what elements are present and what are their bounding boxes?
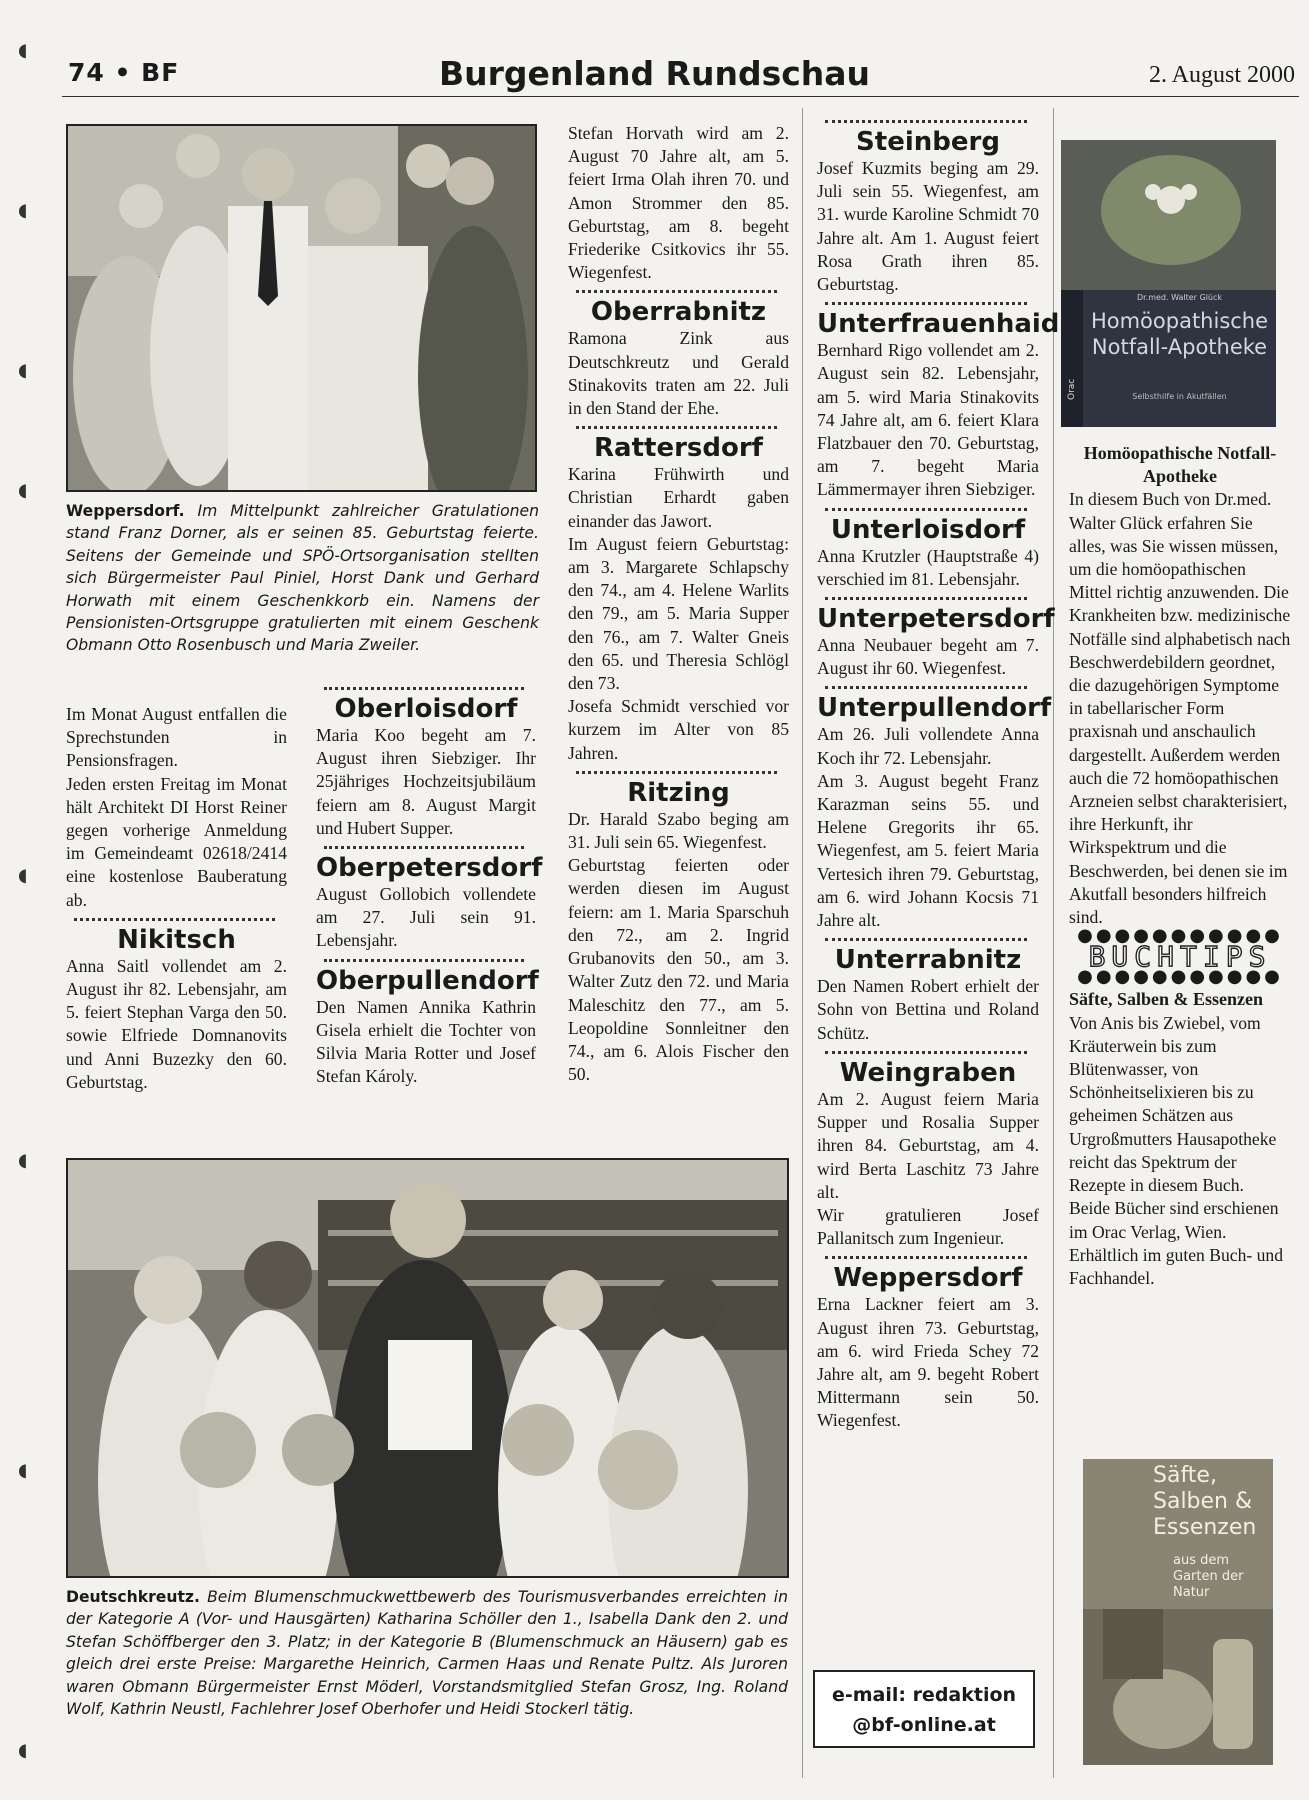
margin-mark: ◖ [18, 480, 28, 501]
section-text: Dr. Harald Szabo beging am 31. Juli sein 65. Wiegenfest. [568, 808, 789, 853]
section-heading-oberpullendorf: Oberpullendorf [316, 965, 539, 996]
dotted-divider [576, 290, 777, 293]
book-cover-saefte [1083, 1459, 1273, 1765]
dotted-divider: ●●●●●●●●●●● [1077, 925, 1283, 947]
section-heading-oberloisdorf: Oberloisdorf [334, 694, 518, 724]
section-text: Josef Kuzmits beging am 29. Juli sein 55. Wiegenfest, am 31. wurde Karoline Schmidt 70 Jahre alt. Am 1. August feiert Rosa Grath ihren 85. Geburtstag. [817, 158, 1039, 295]
margin-mark: ◖ [18, 360, 28, 381]
cover-subtitle: aus dem Garten der Natur [1173, 1553, 1244, 1600]
cover-title: Säfte, Salben & Essenzen [1153, 1463, 1257, 1540]
dotted-divider [825, 597, 1027, 600]
caption-place: Weppersdorf. [66, 502, 185, 520]
dotted-divider [825, 1051, 1027, 1054]
dotted-divider [825, 938, 1027, 941]
section-heading-oberrabnitz: Oberrabnitz [590, 297, 767, 328]
section-heading-unterrabnitz: Unterrabnitz [834, 945, 1022, 976]
section-text: Anna Neubauer begeht am 7. August ihr 60. Wiegenfest. [817, 635, 1039, 679]
buchtips-heading: BUCHTIPS [1088, 940, 1272, 974]
email-box[interactable] [813, 1670, 1035, 1748]
dotted-divider [324, 687, 524, 690]
dotted-divider [825, 1256, 1027, 1259]
section-heading-unterfrauenhaid: Unterfrauenhaid [817, 309, 1060, 340]
column-5 [1069, 442, 1291, 1290]
section-text: Maria Koo begeht am 7. August ihren Siebziger. Ihr 25jähriges Hochzeitsjubiläum feiern am 8. August Margit und Hubert Supper. [316, 725, 536, 838]
section-heading-weingraben: Weingraben [839, 1057, 1017, 1088]
column-3 [568, 122, 789, 1086]
dotted-divider [825, 508, 1027, 511]
margin-mark: ◖ [18, 865, 28, 886]
column-1 [66, 703, 287, 1094]
section-text: August Gollobich vollendete am 27. Juli sein 91. Lebensjahr. [316, 884, 536, 951]
section-text: Am 26. Juli vollendete Anna Koch ihr 72. Lebensjahr. [817, 724, 1039, 768]
photo-weppersdorf [66, 124, 537, 492]
dotted-divider: ●●●●●●●●●●● [1077, 966, 1283, 988]
photo-caption-bottom [66, 1586, 788, 1720]
book-description: Erhältlich im guten Buch- und Fachhandel. [1069, 1244, 1284, 1288]
section-text: Erna Lackner feiert am 3. August ihren 73. Geburtstag, am 6. wird Frieda Schey 72 Jahre alt, am 9. begeht Robert Mittermann sein 50. Wiegenfest. [817, 1294, 1039, 1431]
dotted-divider [825, 120, 1027, 123]
section-heading-unterpetersdorf: Unterpetersdorf [817, 604, 1055, 635]
section-text: Am 3. August begeht Franz Karazman seins 55. und Helene Gregorits ihr 65. Wiegenfest, am 5. feiert Maria Vertesich ihren 79. Geburtstag, am 6. wird Johann Kocsis 71 Jahre alt. [817, 770, 1039, 931]
section-heading-unterpullendorf: Unterpullendorf [817, 693, 1052, 724]
photo-deutschkreutz [66, 1158, 789, 1578]
section-text: Ramona Zink aus Deutschkreutz und Gerald Stinakovits traten am 22. Juli in den Stand der Ehe. [568, 328, 789, 419]
margin-mark: ◖ [18, 1460, 28, 1481]
dotted-divider [74, 918, 275, 921]
dotted-divider [576, 771, 777, 774]
section-text: Bernhard Rigo vollendet am 2. August sein 82. Lebensjahr, am 5. wird Maria Stinakovits 74 Jahre alt, am 6. feiert Klara Flatzbauer den 70. Geburtstag, am 7. begeht Maria Lämmermayer ihren Siebziger. [817, 340, 1039, 500]
margin-mark: ◖ [18, 1740, 28, 1761]
section-heading-oberpetersdorf: Oberpetersdorf [316, 853, 543, 884]
caption-text: Im Mittelpunkt zahlreicher Gratulationen stand Franz Dorner, als er seinen 85. Geburtstag feierte. Seitens der Gemeinde und SPÖ-Ortsorganisation stellten sich Bürgermeister Paul Piniel, Horst Dank und Gerhard Horwath mit einem Geschenkkorb ein. Namens der Pensionisten-Ortsgruppe gratulierten mit einem Geschenk Obmann Otto Rosenbusch und Maria Zweiler. [66, 502, 539, 655]
book-title: Homöopathische Notfall-Apotheke [1083, 443, 1277, 487]
email-line: e-mail: redaktion [831, 1684, 1017, 1706]
book-description: Beide Bücher sind erschienen im Orac Verlag, Wien. [1069, 1198, 1279, 1242]
section-heading-unterloisdorf: Unterloisdorf [830, 514, 1026, 545]
section-heading-weppersdorf: Weppersdorf [833, 1263, 1023, 1294]
margin-mark: ◖ [18, 200, 28, 221]
dotted-divider [825, 302, 1027, 305]
section-text: Im August feiern Geburtstag: am 3. Margarete Schlapschy den 74., am 4. Helene Warlits den 79., am 5. Maria Supper den 76., am 7. Walter Gneis den 65. und Theresia Schlögl den 73. [568, 533, 789, 694]
section-heading-rattersdorf: Rattersdorf [594, 433, 763, 464]
section-text: Geburtstag feierten oder werden diesen im August feiern: am 1. Maria Sparschuh den 72., am 2. Ingrid Grubanovits den 50., am 3. Walter Zutz den 72. und Maria Maleschitz den 77., am 5. Leopoldine Sonnleitner den 74., am 6. Alois Fischer den 50. [568, 855, 789, 1085]
section-heading-nikitsch: Nikitsch [117, 924, 236, 955]
column-2 [316, 681, 543, 1088]
cover-publisher: Orac [1067, 378, 1077, 400]
section-text: Josefa Schmidt verschied vor kurzem im Alter von 85 Jahren. [568, 696, 789, 763]
column-rule [1053, 108, 1054, 1778]
book-description: Von Anis bis Zwiebel, vom Kräuterwein bis zum Blütenwasser, von Schönheitselixieren bis zu geheimen Schätzen aus Urgroßmutters Hausapotheke reicht das Spektrum der Rezepte in diesem Buch. [1069, 1012, 1277, 1196]
book-description: In diesem Buch von Dr.med. Walter Glück erfahren Sie alles, was Sie wissen müssen, um die homöopathischen Mittel richtig anzuwenden. Die Krankheiten bzw. medizinische Notfälle sind alphabetisch nach Beschwerdebildern geordnet, die dazugehörigen Symptome in tabellarischer Form praxisnah und anschaulich dargestellt. Außerdem werden auch die 72 homöopathischen Arzneien selbst charakterisiert, ihre Herkunft, ihr Wirkspektrum und die Beschwerden, bei denen sie im Akutfall besonders hilfreich sind. [1069, 489, 1291, 928]
caption-place: Deutschkreutz. [66, 1588, 200, 1606]
column-4 [817, 118, 1060, 1433]
margin-mark: ◖ [18, 1150, 28, 1171]
cover-subtitle: Selbsthilfe in Akutfällen [1132, 392, 1227, 401]
email-line: @bf-online.at [852, 1714, 996, 1736]
book-cover-homoeopathie [1061, 140, 1276, 427]
section-text: Anna Krutzler (Hauptstraße 4) verschied im 81. Lebensjahr. [817, 545, 1039, 589]
header-rule [62, 96, 1299, 97]
notice-text: Im Monat August entfallen die Sprechstunden in Pensionsfragen. [66, 704, 287, 771]
cover-title: Homöopathische Notfall-Apotheke [1090, 309, 1269, 359]
page-number: 74 • BF [68, 58, 180, 87]
section-text: Wir gratulieren Josef Pallanitsch zum Ingenieur. [817, 1204, 1039, 1249]
dotted-divider [324, 959, 524, 962]
book-title: Säfte, Salben & Essenzen [1069, 989, 1264, 1010]
issue-date: 2. August 2000 [1148, 62, 1295, 88]
dotted-divider [825, 686, 1027, 689]
notice-text: Jeden ersten Freitag im Monat hält Architekt DI Horst Reiner gegen vorherige Anmeldung im Gemeindeamt 02618/2414 eine kostenlose Bauberatung ab. [66, 773, 287, 910]
dotted-divider [576, 426, 777, 429]
section-text: Stefan Horvath wird am 2. August 70 Jahre alt, am 5. feiert Irma Olah ihren 70. und Amon Strommer den 85. Geburtstag, am 8. begeht Friederike Csitkovics ihr 55. Wiegenfest. [568, 123, 789, 283]
newspaper-title: Burgenland Rundschau [438, 54, 871, 93]
section-text: Den Namen Annika Kathrin Gisela erhielt die Tochter von Silvia Maria Rotter und Josef Stefan Károly. [316, 996, 536, 1087]
section-text: Karina Frühwirth und Christian Erhardt gaben einander das Jawort. [568, 464, 789, 531]
caption-text: Beim Blumenschmuckwettbewerb des Tourismusverbandes erreichten in der Kategorie A (Vor- und Hausgärten) Katharina Schöller den 1., Isabella Dank den 2. und Stefan Schöffberger den 3. Platz; in der Kategorie B (Blumenschmuck an Häusern) gab es gleich drei erste Preise: Margarethe Heinrich, Carmen Haas und Renate Pultz. Als Juroren waren Obmann Bürgermeister Ernst Möderl, Vorstandsmitglied Stefan Grosz, Ing. Roland Wolf, Kathrin Neustl, Fachlehrer Josef Oberhofer und Heidi Stockerl tätig. [66, 1588, 788, 1719]
cover-author: Dr.med. Walter Glück [1136, 293, 1223, 302]
column-rule [802, 108, 803, 1778]
margin-mark: ◖ [18, 40, 28, 61]
dotted-divider [324, 846, 524, 849]
section-text: Am 2. August feiern Maria Supper und Rosalia Supper ihren 84. Geburtstag, am 4. wird Berta Laschitz 73 Jahre alt. [817, 1088, 1039, 1202]
section-text: Anna Saitl vollendet am 2. August ihr 82. Lebensjahr, am 5. feiert Stephan Varga den 50. sowie Elfriede Domnanovits und Anni Buzezky den 60. Geburtstag. [66, 955, 287, 1092]
section-text: Den Namen Robert erhielt der Sohn von Bettina und Roland Schütz. [817, 976, 1039, 1043]
section-heading-steinberg: Steinberg [856, 127, 1000, 157]
photo-caption-top [66, 500, 539, 657]
section-heading-ritzing: Ritzing [627, 777, 730, 808]
